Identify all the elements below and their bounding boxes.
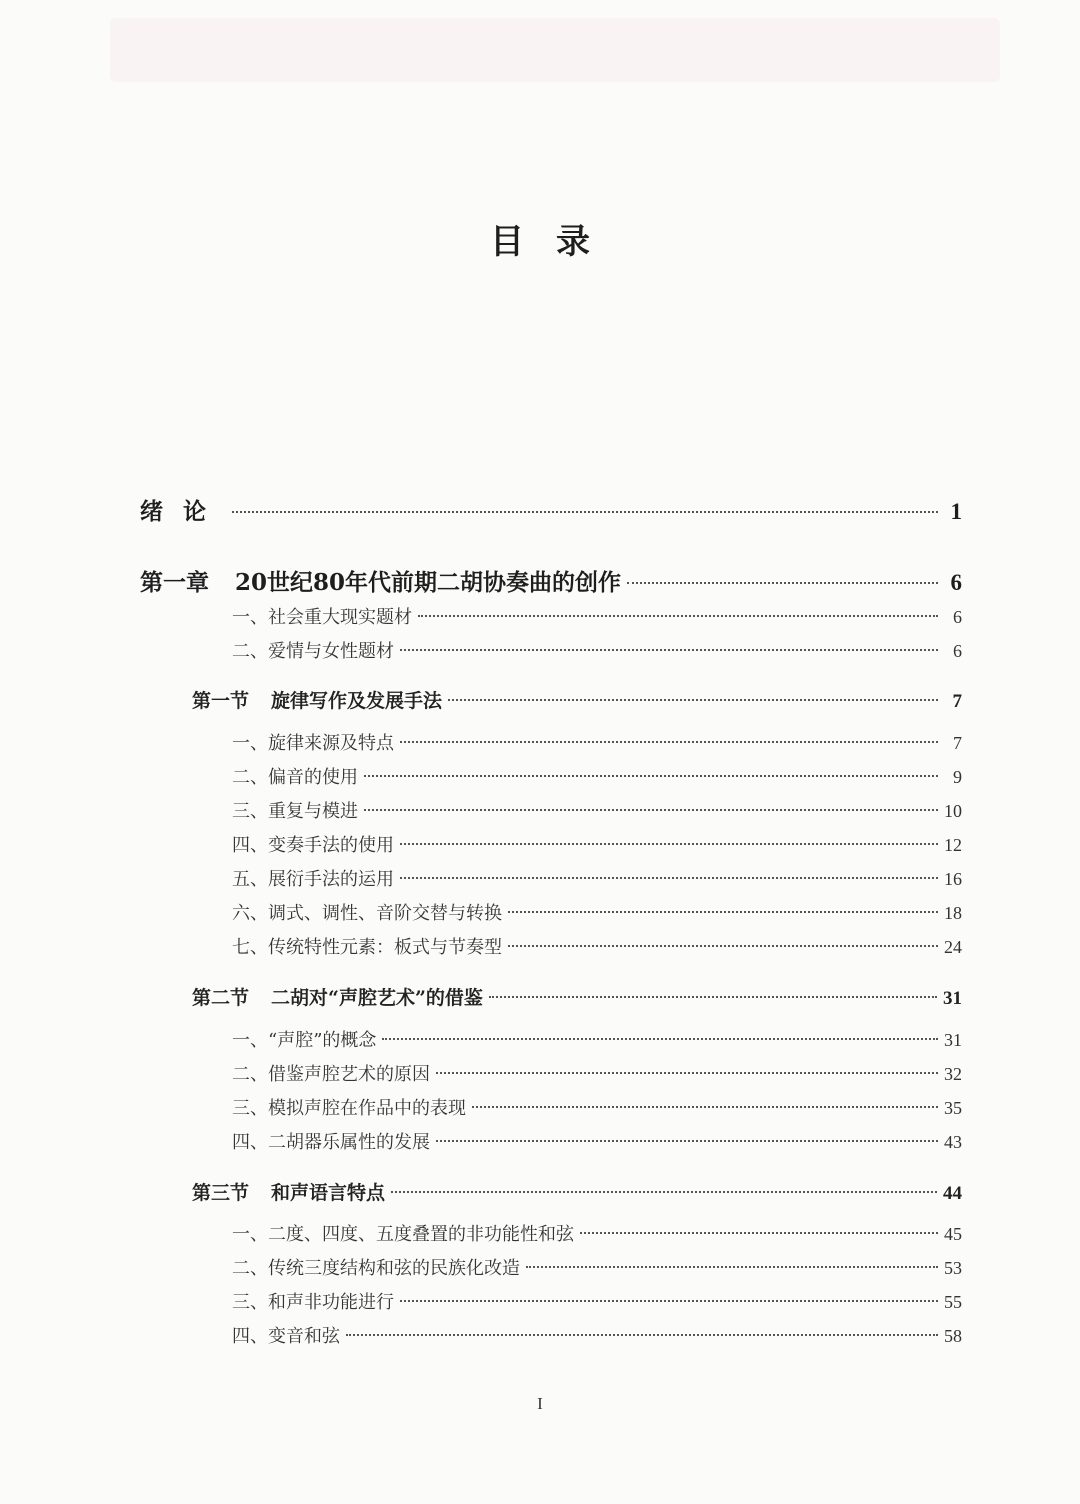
toc-entry-section-3[interactable] xyxy=(192,1178,962,1205)
leader-dots xyxy=(400,1300,938,1302)
toc-entry-section-1[interactable] xyxy=(192,686,962,713)
toc-entry-item[interactable] xyxy=(232,729,962,755)
toc-entry-page: 16 xyxy=(944,869,962,889)
toc-entry-introduction[interactable] xyxy=(140,493,962,526)
toc-entry-page: 18 xyxy=(944,903,962,923)
toc-entry-label: 和声语言特点 xyxy=(271,1182,386,1204)
toc-entry-label: 一、“声腔”的概念 xyxy=(232,1030,377,1051)
toc-entry-page: 35 xyxy=(944,1098,962,1118)
leader-dots xyxy=(346,1334,938,1336)
toc-entry-label: 一、旋律来源及特点 xyxy=(232,733,394,754)
section-number: 第一节 xyxy=(192,690,250,712)
section-number: 第三节 xyxy=(192,1182,250,1204)
page-number-roman: I xyxy=(537,1394,543,1413)
toc-entry-label: 七、传统特性元素：板式与节奏型 xyxy=(232,937,502,958)
leader-dots xyxy=(472,1106,938,1108)
toc-entry-label: 二、爱情与女性题材 xyxy=(232,641,394,662)
toc-title: 目录 xyxy=(490,222,622,262)
chapter-number: 第一章 xyxy=(140,569,209,596)
toc-entry-page: 31 xyxy=(943,988,962,1009)
leader-dots xyxy=(418,615,938,617)
toc-entry-page: 44 xyxy=(943,1183,962,1204)
leader-dots xyxy=(448,699,938,701)
leader-dots xyxy=(364,775,938,777)
toc-entry-page: 1 xyxy=(950,499,962,524)
leader-dots xyxy=(436,1072,938,1074)
toc-entry-page: 53 xyxy=(944,1258,962,1278)
toc-entry-page: 43 xyxy=(944,1132,962,1152)
section-number: 第二节 xyxy=(192,987,250,1009)
toc-entry-label: 三、和声非功能进行 xyxy=(232,1292,394,1313)
toc-entry-chapter-1[interactable] xyxy=(140,564,962,597)
toc-entry-page: 24 xyxy=(944,937,962,957)
toc-entry-label: 三、模拟声腔在作品中的表现 xyxy=(232,1098,466,1119)
toc-entry-label: 一、社会重大现实题材 xyxy=(232,607,412,628)
toc-entry-item[interactable] xyxy=(232,1220,962,1246)
toc-entry-item[interactable] xyxy=(232,1094,962,1120)
toc-entry-label: 绪论 xyxy=(140,498,226,525)
toc-entry-item[interactable] xyxy=(232,1322,962,1348)
toc-entry-label: 四、变奏手法的使用 xyxy=(232,835,394,856)
leader-dots xyxy=(232,511,938,513)
toc-entry-item[interactable] xyxy=(232,899,962,925)
toc-entry-label: 二、传统三度结构和弦的民族化改造 xyxy=(232,1258,520,1279)
leader-dots xyxy=(400,741,938,743)
toc-entry-label: 一、二度、四度、五度叠置的非功能性和弦 xyxy=(232,1224,574,1245)
leader-dots xyxy=(382,1038,938,1040)
toc-entry-item[interactable] xyxy=(232,1288,962,1314)
page-top-shadow xyxy=(110,18,1000,82)
leader-dots xyxy=(400,877,938,879)
toc-entry-page: 6 xyxy=(953,607,962,627)
toc-entry-page: 32 xyxy=(944,1064,962,1084)
leader-dots xyxy=(489,996,937,998)
toc-entry-item[interactable] xyxy=(232,1254,962,1280)
toc-entry-label: 旋律写作及发展手法 xyxy=(271,690,443,712)
toc-entry-item[interactable] xyxy=(232,763,962,789)
toc-entry-page: 6 xyxy=(950,570,962,595)
toc-entry-label: 三、重复与模进 xyxy=(232,801,358,822)
leader-dots xyxy=(508,911,938,913)
toc-entry-label: 四、变音和弦 xyxy=(232,1326,340,1347)
toc-entry-page: 7 xyxy=(953,733,962,753)
toc-entry-page: 12 xyxy=(944,835,962,855)
toc-entry-page: 7 xyxy=(952,691,962,712)
leader-dots xyxy=(526,1266,938,1268)
toc-entry-label: 五、展衍手法的运用 xyxy=(232,869,394,890)
toc-entry-item[interactable] xyxy=(232,831,962,857)
toc-entry-item[interactable] xyxy=(232,1128,962,1154)
toc-entry-item[interactable] xyxy=(232,1026,962,1052)
toc-entry-item[interactable] xyxy=(232,933,962,959)
toc-entry-label: 二胡对“声腔艺术”的借鉴 xyxy=(271,987,483,1009)
leader-dots xyxy=(391,1191,937,1193)
leader-dots xyxy=(580,1232,938,1234)
toc-entry-item[interactable] xyxy=(232,865,962,891)
leader-dots xyxy=(627,582,938,584)
toc-entry-item[interactable] xyxy=(232,1060,962,1086)
toc-entry-label: 四、二胡器乐属性的发展 xyxy=(232,1132,430,1153)
toc-entry-label: 二、借鉴声腔艺术的原因 xyxy=(232,1064,430,1085)
toc-entry-page: 9 xyxy=(953,767,962,787)
toc-entry-item[interactable] xyxy=(232,797,962,823)
toc-entry-page: 58 xyxy=(944,1326,962,1346)
toc-entry-item[interactable] xyxy=(232,603,962,629)
leader-dots xyxy=(400,649,938,651)
leader-dots xyxy=(364,809,938,811)
leader-dots xyxy=(508,945,938,947)
toc-entry-label: 六、调式、调性、音阶交替与转换 xyxy=(232,903,502,924)
toc-entry-page: 45 xyxy=(944,1224,962,1244)
toc-entry-section-2[interactable] xyxy=(192,983,962,1010)
leader-dots xyxy=(400,843,938,845)
toc-entry-page: 10 xyxy=(944,801,962,821)
toc-entry-item[interactable] xyxy=(232,637,962,663)
toc-entry-label: 20世纪80年代前期二胡协奏曲的创作 xyxy=(235,569,622,596)
toc-entry-page: 31 xyxy=(944,1030,962,1050)
toc-entry-page: 55 xyxy=(944,1292,962,1312)
leader-dots xyxy=(436,1140,938,1142)
toc-entry-label: 二、偏音的使用 xyxy=(232,767,358,788)
toc-entry-page: 6 xyxy=(953,641,962,661)
